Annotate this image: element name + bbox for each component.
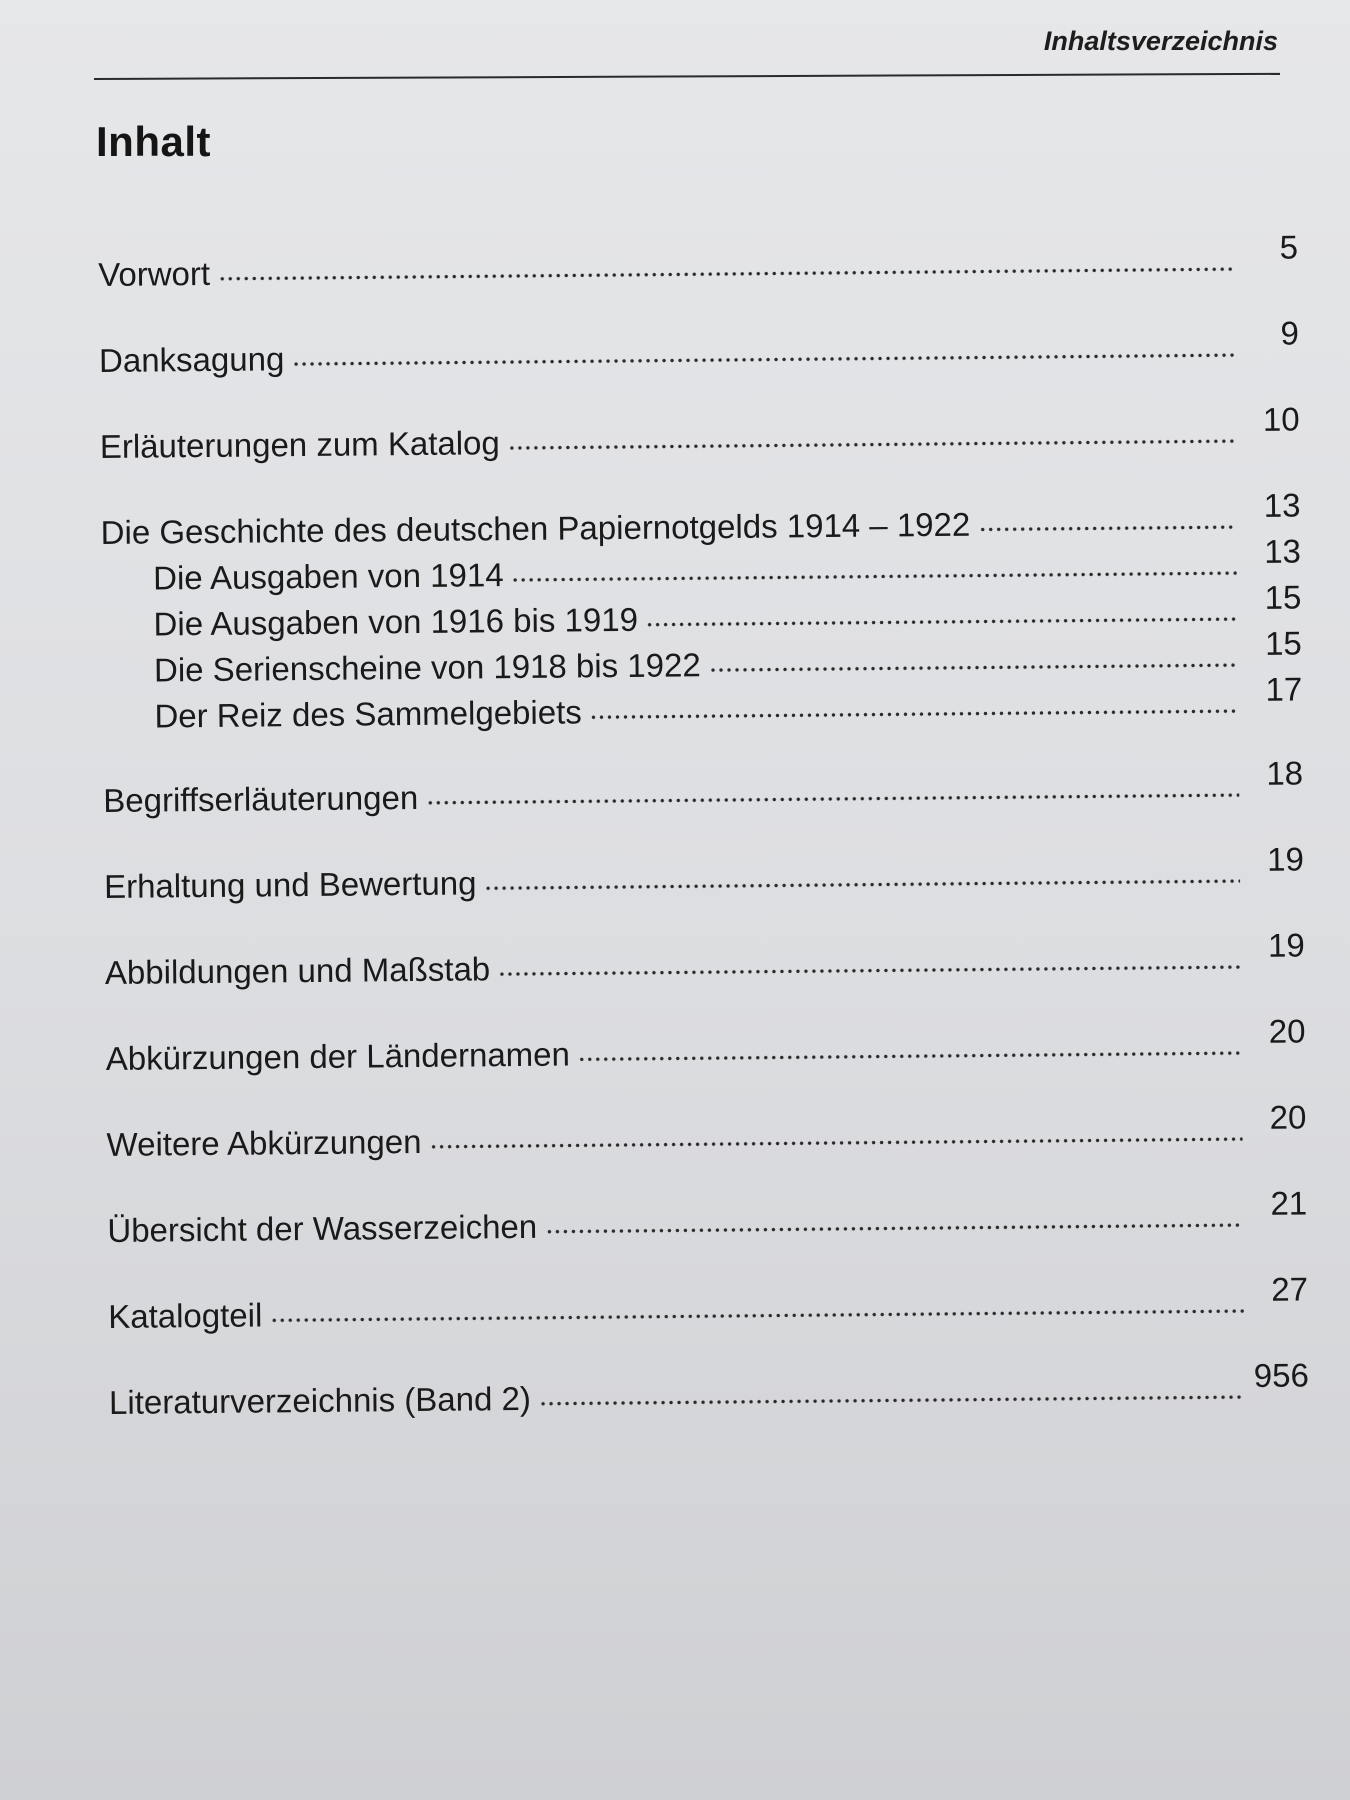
toc-entry-label: Weitere Abkürzungen — [106, 1122, 422, 1163]
toc-leader-dots — [545, 1219, 1243, 1238]
toc-entry-label: Erhaltung und Bewertung — [103, 864, 477, 905]
toc-entry-page: 956 — [1253, 1356, 1310, 1394]
toc-leader-dots — [590, 705, 1239, 723]
page-title: Inhalt — [96, 118, 211, 165]
toc-entry-page: 20 — [1269, 1098, 1307, 1136]
toc-leader-dots — [218, 263, 1234, 285]
toc-entry-label: Die Ausgaben von 1916 bis 1919 — [153, 600, 639, 643]
toc-entry-label: Danksagung — [98, 340, 285, 379]
toc-entry-page: 27 — [1271, 1270, 1309, 1308]
toc-entry-page: 17 — [1265, 670, 1303, 708]
toc-entry-label: Vorwort — [98, 254, 211, 293]
toc-leader-dots — [485, 875, 1241, 894]
toc-entry-page: 9 — [1280, 314, 1300, 352]
toc-entry-page: 18 — [1266, 754, 1304, 792]
toc-leader-dots — [539, 1391, 1245, 1410]
toc-entry-page: 13 — [1264, 532, 1302, 570]
toc-entry-label: Begriffserläuterungen — [103, 778, 419, 819]
toc-entry-label: Der Reiz des Sammelgebiets — [154, 693, 582, 735]
toc-entry-page: 13 — [1263, 486, 1301, 524]
table-of-contents — [98, 228, 1310, 1423]
toc-entry-page: 21 — [1270, 1184, 1308, 1222]
toc-entry-label: Abbildungen und Maßstab — [104, 950, 491, 991]
toc-leader-dots — [292, 349, 1235, 370]
toc-leader-dots — [978, 521, 1236, 535]
toc-entry-label: Katalogteil — [108, 1296, 263, 1335]
toc-entry-page: 19 — [1266, 840, 1305, 878]
toc-entry-page: 5 — [1279, 228, 1299, 266]
header-rule — [94, 73, 1280, 80]
toc-leader-dots — [578, 1047, 1242, 1065]
toc-entry-page: 15 — [1264, 624, 1302, 662]
toc-leader-dots — [512, 567, 1238, 586]
toc-entry-label: Die Serienscheine von 1918 bis 1922 — [153, 646, 701, 689]
running-head: Inhaltsverzeichnis — [1043, 26, 1278, 56]
toc-leader-dots — [646, 613, 1238, 631]
toc-leader-dots — [426, 789, 1239, 809]
toc-entry-label: Abkürzungen der Ländernamen — [105, 1035, 571, 1077]
toc-entry-label: Erläuterungen zum Katalog — [99, 424, 500, 465]
toc-entry-label: Die Geschichte des deutschen Papiernotgelds 1914 – 1922 — [100, 505, 971, 551]
toc-entry-page: 10 — [1262, 400, 1300, 438]
toc-leader-dots — [270, 1305, 1244, 1326]
toc-entry-page: 19 — [1267, 926, 1305, 964]
toc-entry-label: Übersicht der Wasserzeichen — [107, 1207, 538, 1249]
toc-entry-label: Die Ausgaben von 1914 — [152, 556, 504, 597]
toc-leader-dots — [508, 435, 1236, 454]
toc-leader-dots — [709, 659, 1238, 676]
toc-entry-page: 20 — [1268, 1012, 1306, 1050]
toc-entry-page: 15 — [1264, 578, 1302, 616]
toc-leader-dots — [498, 961, 1241, 980]
toc-entry-label: Literaturverzeichnis (Band 2) — [108, 1379, 532, 1421]
toc-leader-dots — [429, 1133, 1242, 1153]
